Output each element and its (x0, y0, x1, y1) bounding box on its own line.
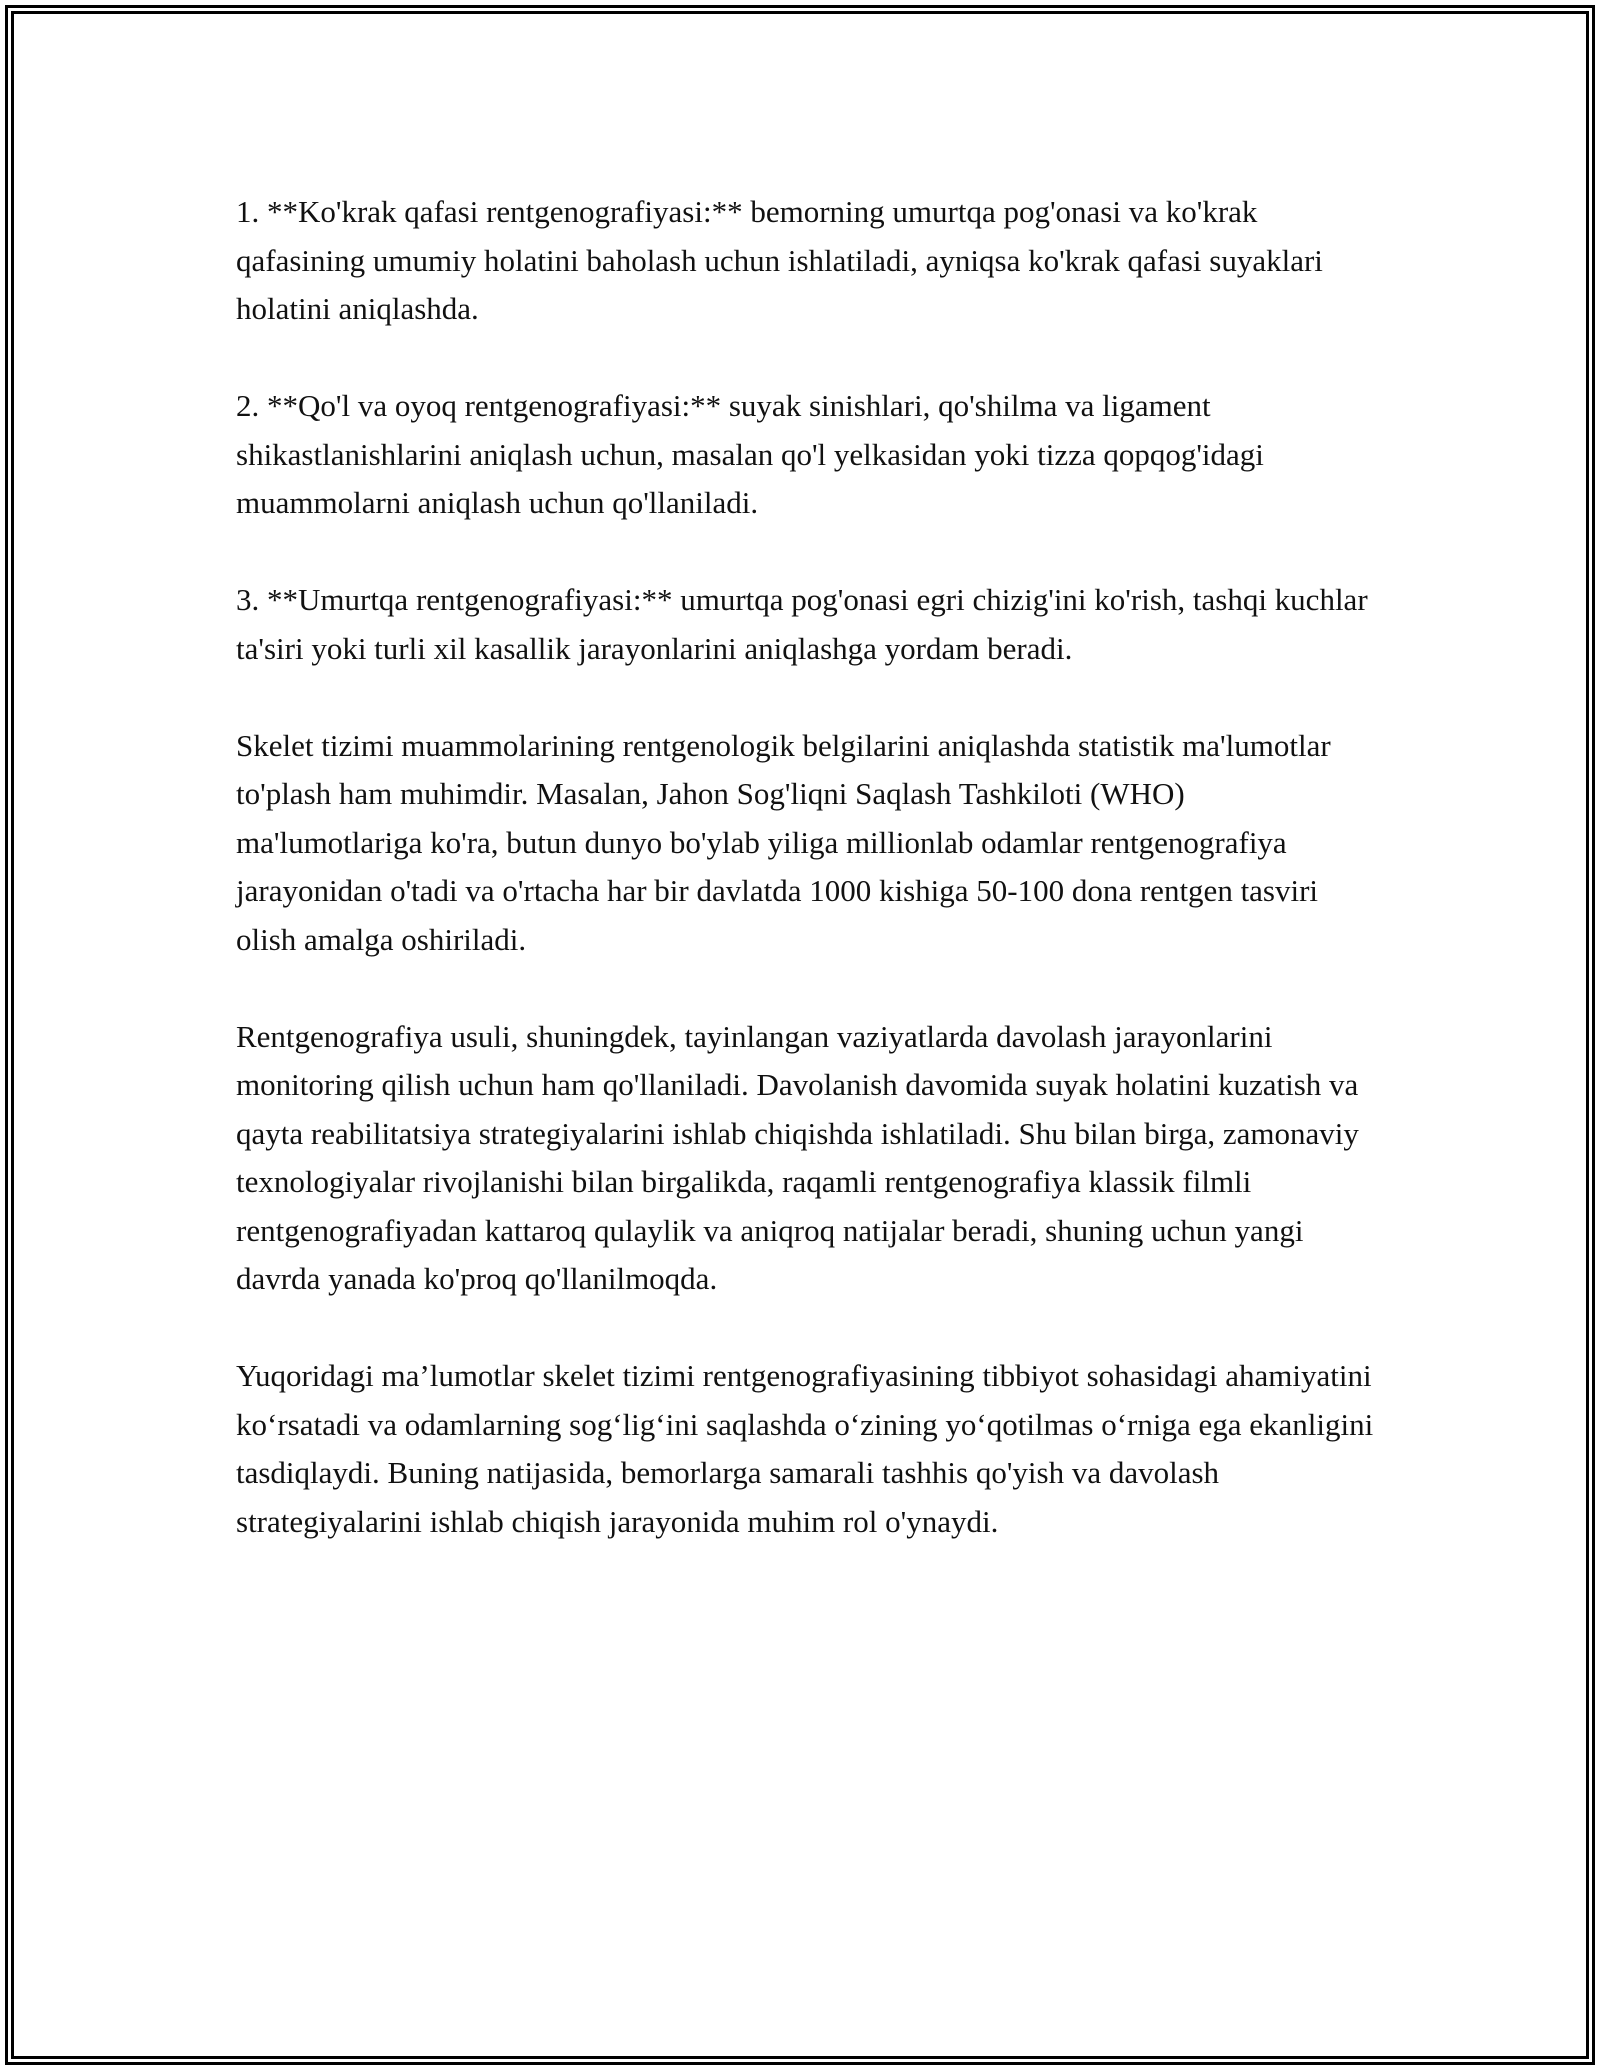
list-item-spine-xray: 3. **Umurtqa rentgenografiyasi:** umurtqa pog'onasi egri chizig'ini ko'rish, tashqi kuchlar ta'siri yoki turli xil kasallik jarayonlarini aniqlashga yordam beradi. (236, 582, 1368, 666)
document-body (236, 188, 1376, 1546)
list-item-chest-xray: 1. **Ko'krak qafasi rentgenografiyasi:** bemorning umurtqa pog'onasi va ko'krak qafasining umumiy holatini baholash uchun ishlatiladi, ayniqsa ko'krak qafasi suyaklari holatini aniqlashda. (236, 194, 1323, 326)
list-item-limb-xray: 2. **Qo'l va oyoq rentgenografiyasi:** suyak sinishlari, qo'shilma va ligament shikastlanishlarini aniqlash uchun, masalan qo'l yelkasidan yoki tizza qopqog'idagi muammolarni aniqlash uchun qo'llaniladi. (236, 388, 1264, 520)
paragraph-monitoring: Rentgenografiya usuli, shuningdek, tayinlangan vaziyatlarda davolash jarayonlarini monitoring qilish uchun ham qo'llaniladi. Davolanish davomida suyak holatini kuzatish va qayta reabilitatsiya strategiyalarini ishlab chiqishda ishlatiladi. Shu bilan birga, zamonaviy texnologiyalar rivojlanishi bilan birgalikda, raqamli rentgenografiya klassik filmli rentgenografiyadan kattaroq qulaylik va aniqroq natijalar beradi, shuning uchun yangi davrda yanada ko'proq qo'llanilmoqda. (236, 1018, 1359, 1296)
paragraph-conclusion: Yuqoridagi ma’lumotlar skelet tizimi rentgenografiyasining tibbiyot sohasidagi ahamiyatini ko‘rsatadi va odamlarning sog‘lig‘ini saqlashda o‘zining yo‘qotilmas o‘rniga ega ekanligini tasdiqlaydi. Buning natijasida, bemorlarga samarali tashhis qo'yish va davolash strategiyalarini ishlab chiqish jarayonida muhim rol o'ynaydi. (236, 1358, 1374, 1539)
paragraph-statistics: Skelet tizimi muammolarining rentgenologik belgilarini aniqlashda statistik ma'lumotlar to'plash ham muhimdir. Masalan, Jahon Sog'liqni Saqlash Tashkiloti (WHO) ma'lumotlariga ko'ra, butun dunyo bo'ylab yiliga millionlab odamlar rentgenografiya jarayonidan o'tadi va o'rtacha har bir davlatda 1000 kishiga 50-100 dona rentgen tasviri olish amalga oshiriladi. (236, 727, 1331, 957)
